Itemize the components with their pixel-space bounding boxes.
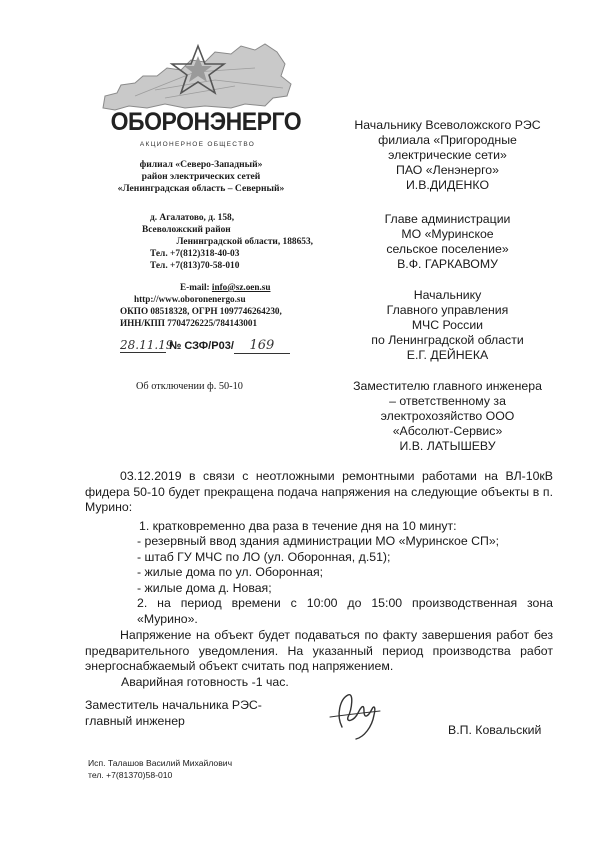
- recipient-line: по Ленинградской области: [371, 333, 524, 347]
- email-label: E-mail:: [180, 282, 212, 292]
- handwritten-date: 28.11.19: [120, 338, 174, 352]
- recipient-line: МО «Муринское: [401, 227, 494, 241]
- address-line: д. Агалатово, д. 158,: [150, 213, 235, 223]
- recipient-line: – ответственному за: [389, 394, 506, 408]
- sender-line: филиал «Северо-Западный»: [139, 159, 263, 170]
- sender-line: район электрических сетей: [141, 171, 261, 182]
- recipient-line: филиала «Пригородные: [378, 133, 517, 147]
- position-line: главный инженер: [85, 714, 185, 728]
- registration-prefix: № СЗФ/Р03/: [169, 340, 234, 352]
- recipient-line: «Абсолют-Сервис»: [392, 424, 503, 438]
- recipient-line: Главного управления: [386, 303, 509, 317]
- company-type: АКЦИОНЕРНОЕ ОБЩЕСТВО: [139, 141, 256, 148]
- recipient-block: [320, 118, 575, 193]
- recipient-block: [320, 379, 575, 454]
- phone-line: Тел. +7(813)70-58-010: [150, 261, 240, 271]
- recipient-line: Главе администрации: [384, 212, 511, 226]
- sender-contacts: [120, 281, 315, 329]
- handwritten-signature: [318, 687, 398, 743]
- letter-subject: Об отключении ф. 50-10: [136, 381, 243, 392]
- recipient-line: Начальнику Всеволожского РЭС: [354, 118, 541, 132]
- readiness-paragraph: Аварийная готовность -1 час.: [121, 674, 289, 689]
- position-line: Заместитель начальника РЭС-: [85, 698, 262, 712]
- sender-address: [128, 212, 313, 272]
- address-line: Всеволожский район: [142, 225, 231, 235]
- recipient-line: Заместителю главного инженера: [353, 379, 542, 393]
- phone-line: Тел. +7(812)318-40-03: [150, 249, 240, 259]
- executor-phone: тел. +7(81370)58-010: [88, 770, 173, 780]
- email-line: [120, 281, 315, 293]
- recipient-name: В.Ф. ГАРКАВОМУ: [397, 257, 498, 271]
- company-logo: [95, 38, 300, 158]
- recipient-line: электрические сети»: [388, 148, 507, 162]
- recipient-line: Начальнику: [413, 288, 482, 302]
- sender-line: «Ленинградская область – Северный»: [117, 183, 285, 194]
- recipient-line: ПАО «Ленэнерго»: [396, 163, 499, 177]
- registration-number: [120, 338, 290, 354]
- handwritten-number: 169: [234, 338, 290, 354]
- supply-paragraph: Напряжение на объект будет подаваться по факту завершения работ без предварительного уведомления. На указанный период производства работ энергоснабжаемый объект считать под напряжением.: [85, 628, 553, 673]
- recipient-line: МЧС России: [411, 318, 484, 332]
- list-subitem: - жилые дома по ул. Оборонная;: [137, 565, 324, 579]
- list-subitem: - жилые дома д. Новая;: [137, 580, 272, 595]
- intro-paragraph: 03.12.2019 в связи с неотложными ремонтными работами на ВЛ-10кВ фидера 50-10 будет прекращена подача напряжения на следующие объекты в п. Мурино:: [85, 469, 553, 514]
- recipient-block: [320, 212, 575, 272]
- okpo-line: ОКПО 08518328, ОГРН 1097746264230,: [120, 306, 282, 316]
- recipient-name: Е.Г. ДЕЙНЕКА: [406, 348, 489, 362]
- website-link[interactable]: http://www.oboronenergo.su: [134, 294, 246, 304]
- letter-body: [85, 469, 553, 690]
- list-item: 2. на период времени с 10:00 до 15:00 производственная зона «Мурино».: [137, 596, 553, 626]
- signatory-position: [85, 697, 262, 729]
- email-link[interactable]: info@sz.oen.su: [211, 282, 271, 292]
- recipient-name: И.В. ЛАТЫШЕВУ: [399, 439, 496, 453]
- sender-branch: [95, 159, 307, 195]
- executor-name: Исп. Талашов Василий Михайлович: [88, 758, 233, 768]
- list-item: 1. кратковременно два раза в течение дня на 10 минут:: [139, 518, 457, 533]
- address-line: Ленинградской области, 188653,: [176, 237, 313, 247]
- recipient-line: электрохозяйство ООО: [380, 409, 515, 423]
- list-subitem: - резервный ввод здания администрации МО «Муринское СП»;: [137, 534, 500, 548]
- recipient-block: [320, 288, 575, 363]
- company-name: ОБОРОНЭНЕРГО: [110, 108, 302, 136]
- signatory-name: В.П. Ковальский: [448, 723, 542, 737]
- recipient-line: сельское поселение»: [386, 242, 509, 256]
- list-subitem: - штаб ГУ МЧС по ЛО (ул. Оборонная, д.51);: [137, 549, 391, 564]
- recipient-name: И.В.ДИДЕНКО: [405, 178, 490, 192]
- inn-line: ИНН/КПП 7704726225/784143001: [120, 318, 258, 328]
